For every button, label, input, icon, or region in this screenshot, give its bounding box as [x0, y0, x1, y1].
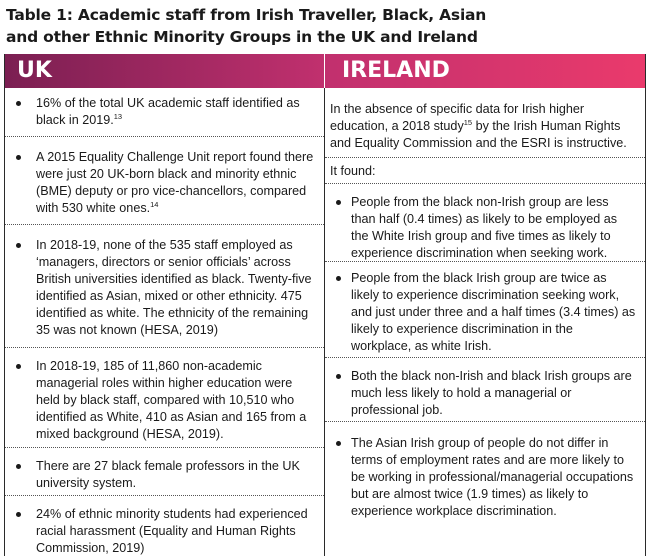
bullet-dot: [16, 155, 21, 160]
row-separator: [325, 183, 645, 184]
uk-item-1: 16% of the total UK academic staff identified as black in 2019.13: [36, 96, 300, 127]
uk-item-3: In 2018-19, none of the 535 staff employed as ‘managers, directors or senior officials’ across British universities identified as black. Twenty-five identified as Asian, mixed or other ethnicity. 475 identified as white. The ethnicity of the remaining 35 was not known (HESA, 2019): [36, 238, 312, 337]
bullet-dot: [16, 364, 21, 369]
row-separator: [5, 495, 324, 496]
row-separator: [5, 136, 324, 137]
uk-column: [5, 88, 324, 556]
caption-line-1: Table 1: Academic staff from Irish Traveller, Black, Asian: [6, 6, 487, 24]
uk-item-5: There are 27 black female professors in the UK university system.: [36, 459, 300, 490]
row-separator: [5, 347, 324, 348]
uk-item-2: A 2015 Equality Challenge Unit report found there were just 20 UK-born black and minority ethnic (BME) deputy or pro vice-chancellors, compared with 530 white ones.$^{14}$: [36, 150, 314, 215]
bullet-dot: [16, 464, 21, 469]
bullet-dot: [16, 243, 21, 248]
uk-item-6: 24% of ethnic minority students had experienced racial harassment (Equality and Human Rights Commission, 2019): [36, 507, 308, 555]
table-caption: [6, 4, 636, 48]
caption-line-2: and other Ethnic Minority Groups in the UK and Ireland: [6, 28, 478, 46]
ireland-item-3: Both the black non-Irish and black Irish groups are much less likely to hold a managerial or professional job.: [351, 369, 632, 417]
row-separator: [325, 157, 645, 158]
bullet-dot: [16, 512, 21, 517]
row-separator: [5, 447, 324, 448]
table-header: [5, 54, 645, 88]
ireland-item-4: The Asian Irish group of people do not differ in terms of employment rates and are more likely to be working in professional/managerial occupations but are almost twice (1.9 times) as likely to experience workplace discrimination.: [351, 436, 634, 518]
bullet-dot: [336, 441, 341, 446]
header-separator: [324, 54, 325, 88]
bullet-dot: [336, 200, 341, 205]
bullet-dot: [336, 374, 341, 379]
ireland-item-2: People from the black Irish group are twice as likely to experience discrimination seeking work, and just under three and a half times (3.4 times) as likely to experience discrimination in the workplace, as white Irish.: [351, 271, 636, 353]
footnote-ref: 14: [150, 200, 159, 209]
ireland-intro: In the absence of specific data for Irish higher education, a 2018 study$^{15}$ by the Irish Human Rights and Equality Commission and the ESRI is instructive.: [330, 102, 627, 150]
comparison-table: [4, 54, 646, 556]
header-ireland: IRELAND: [342, 58, 450, 83]
row-separator: [5, 224, 324, 225]
uk-item-4: In 2018-19, 185 of 11,860 non-academic managerial roles within higher education were held by black staff, compared with 10,510 who identified as White, 410 as Asian and 165 from a mixed background (HESA, 2019).: [36, 359, 307, 441]
row-separator: [325, 357, 645, 358]
ireland-column: [325, 88, 645, 556]
footnote-ref: 15: [463, 118, 473, 127]
ireland-item-1: People from the black non-Irish group are less than half (0.4 times) as likely to be employed as the White Irish group and five times as likely to experience discrimination when seeking work.: [351, 195, 617, 260]
ireland-found-label: It found:: [330, 164, 376, 178]
row-separator: [325, 261, 645, 262]
row-separator: [325, 421, 645, 422]
footnote-ref: 13: [113, 112, 123, 121]
bullet-dot: [336, 276, 341, 281]
bullet-dot: [16, 101, 21, 106]
header-uk: UK: [17, 58, 52, 83]
